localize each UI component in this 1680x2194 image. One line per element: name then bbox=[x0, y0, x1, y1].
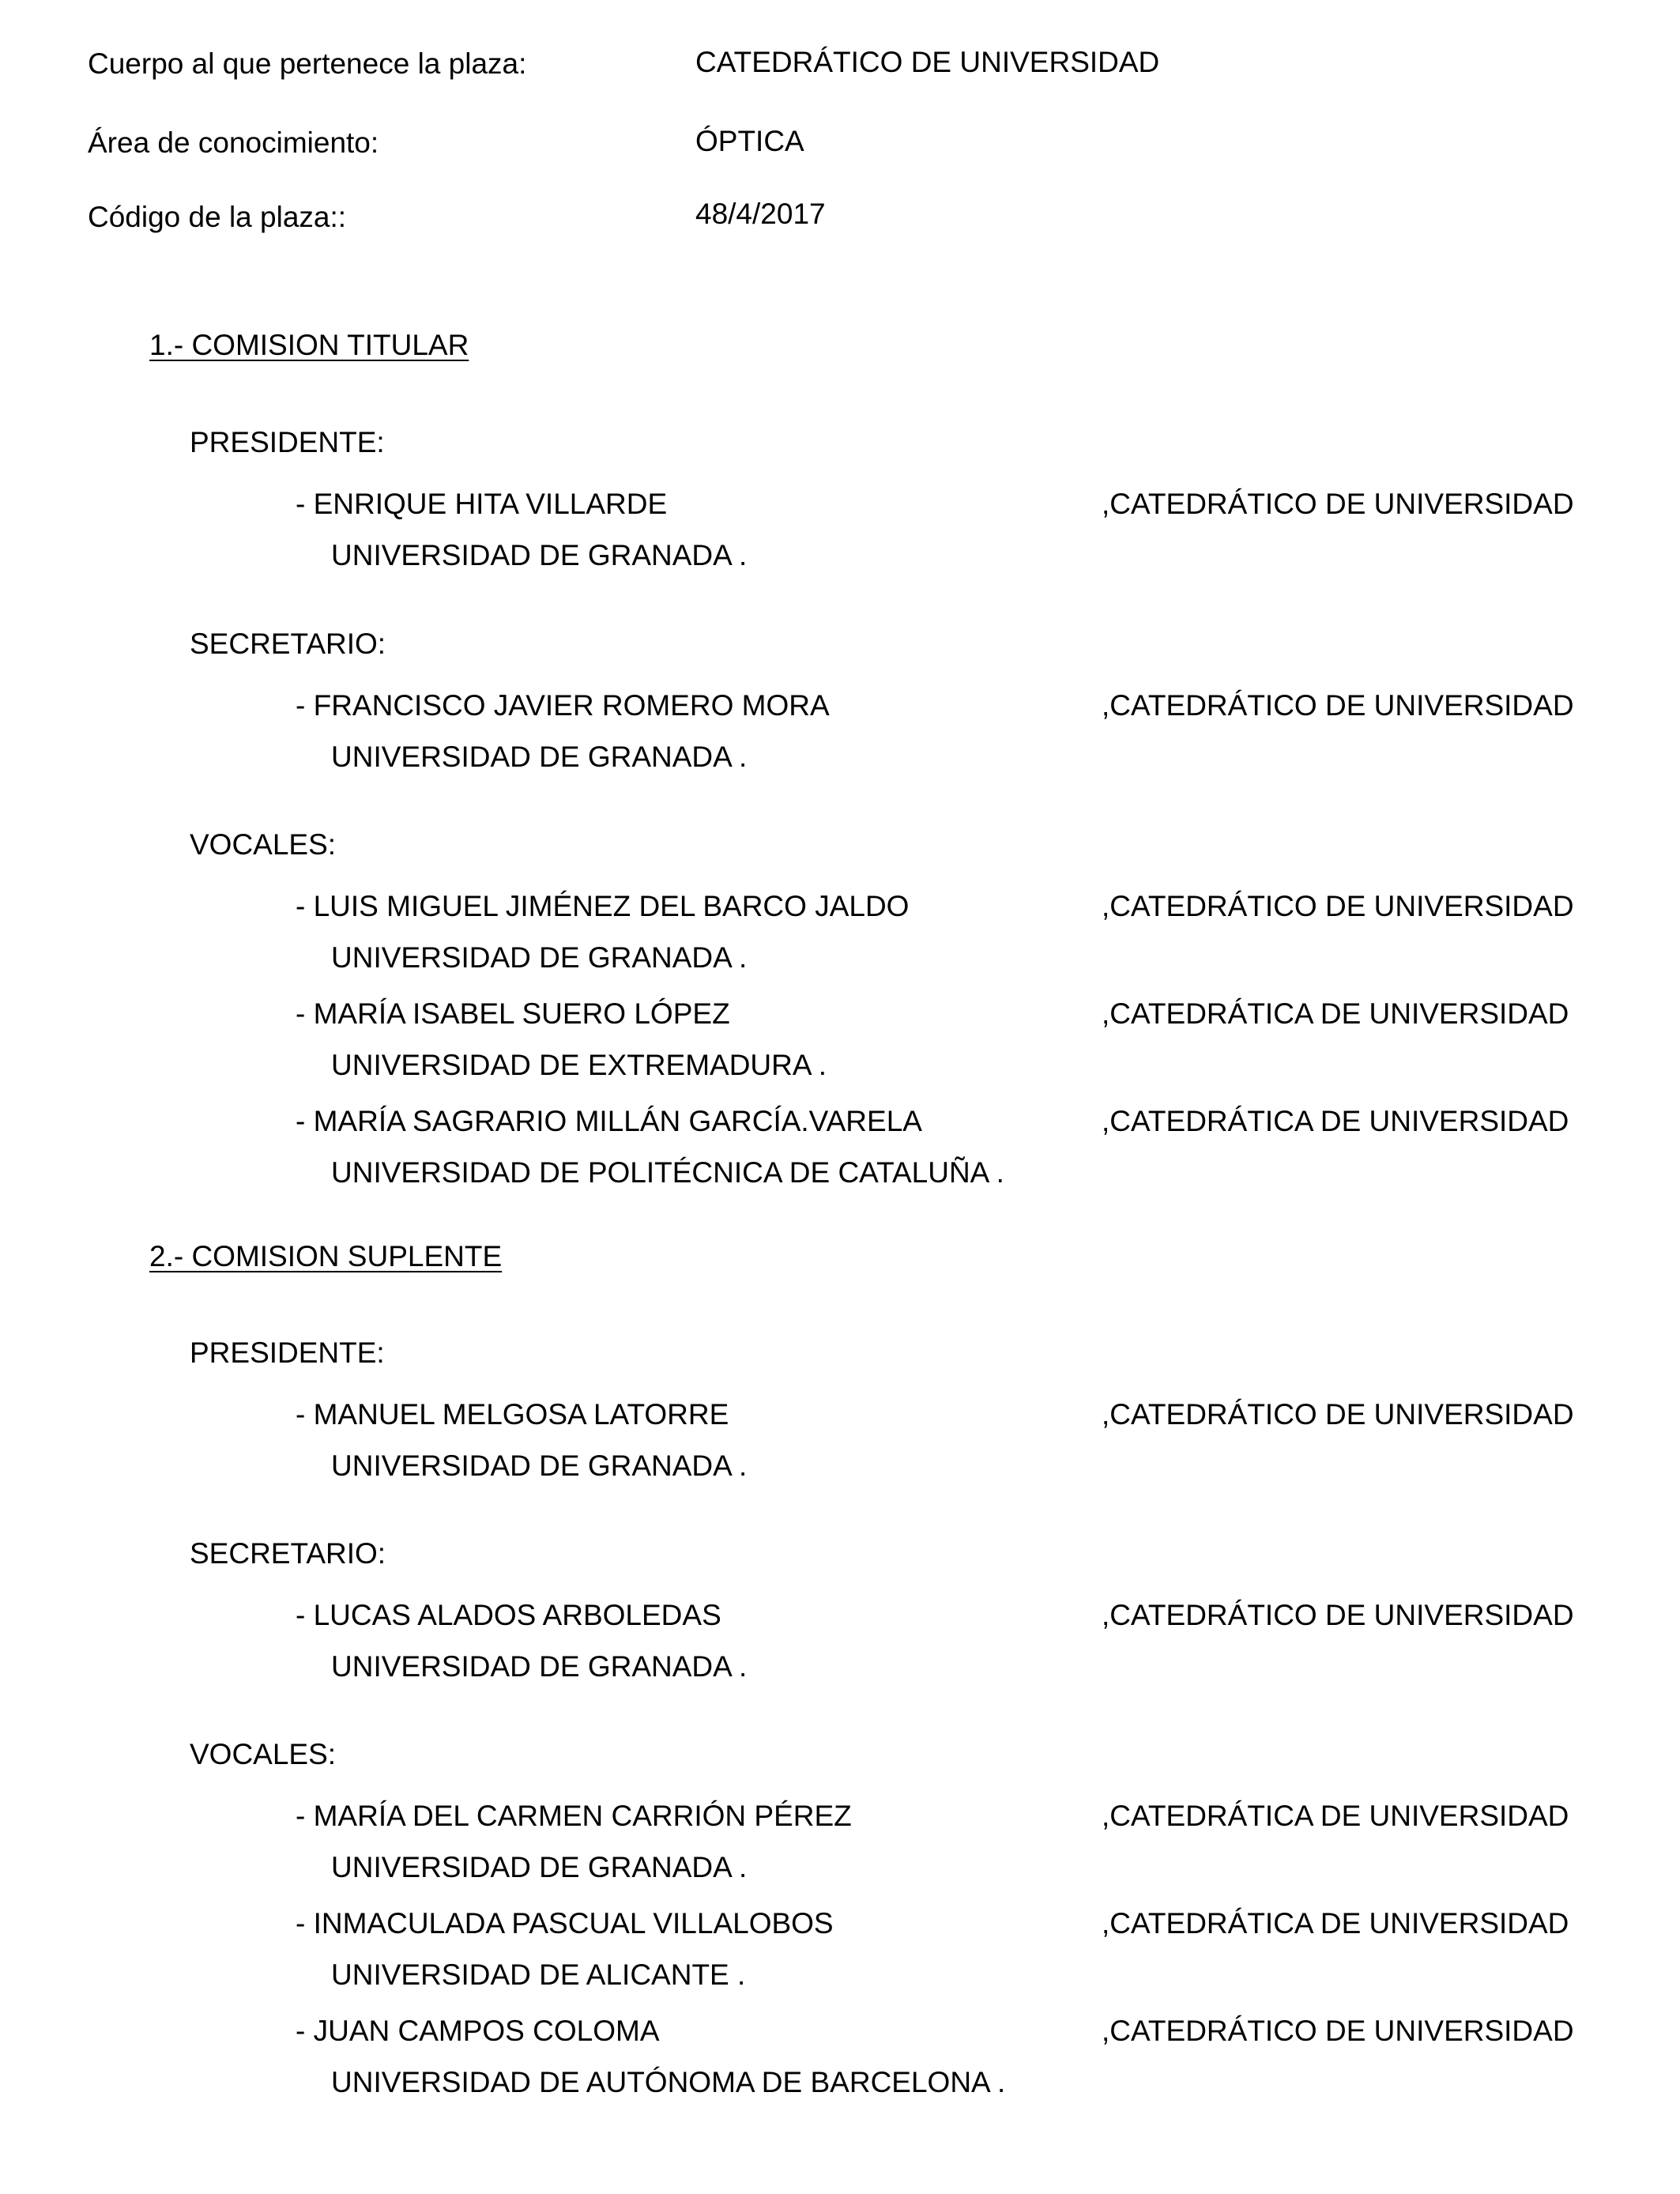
member-institution: UNIVERSIDAD DE EXTREMADURA . bbox=[331, 1049, 827, 1081]
member-name: - JUAN CAMPOS COLOMA bbox=[296, 2015, 660, 2047]
role-label-secretario: SECRETARIO: bbox=[190, 628, 386, 660]
role-label-vocales: VOCALES: bbox=[190, 1738, 337, 1770]
role-label-presidente: PRESIDENTE: bbox=[190, 1336, 385, 1369]
section-heading-titular: 1.- COMISION TITULAR bbox=[149, 329, 469, 361]
role-label-secretario: SECRETARIO: bbox=[190, 1537, 386, 1570]
member-institution: UNIVERSIDAD DE GRANADA . bbox=[331, 1449, 748, 1482]
member-name: - MARÍA DEL CARMEN CARRIÓN PÉREZ bbox=[296, 1800, 852, 1832]
member-name: - INMACULADA PASCUAL VILLALOBOS bbox=[296, 1907, 834, 1940]
member-title: ,CATEDRÁTICO DE UNIVERSIDAD bbox=[1102, 488, 1574, 520]
member-title: ,CATEDRÁTICO DE UNIVERSIDAD bbox=[1102, 689, 1574, 722]
member-institution: UNIVERSIDAD DE AUTÓNOMA DE BARCELONA . bbox=[331, 2066, 1006, 2098]
member-name: - FRANCISCO JAVIER ROMERO MORA bbox=[296, 689, 830, 722]
cuerpo-value: CATEDRÁTICO DE UNIVERSIDAD bbox=[695, 46, 1160, 78]
member-title: ,CATEDRÁTICO DE UNIVERSIDAD bbox=[1102, 2015, 1574, 2047]
codigo-label: Código de la plaza:: bbox=[88, 201, 347, 233]
member-title: ,CATEDRÁTICO DE UNIVERSIDAD bbox=[1102, 1599, 1574, 1631]
member-institution: UNIVERSIDAD DE GRANADA . bbox=[331, 741, 748, 773]
member-institution: UNIVERSIDAD DE POLITÉCNICA DE CATALUÑA . bbox=[331, 1156, 1004, 1189]
member-title: ,CATEDRÁTICA DE UNIVERSIDAD bbox=[1102, 997, 1569, 1030]
member-title: ,CATEDRÁTICO DE UNIVERSIDAD bbox=[1102, 1398, 1574, 1431]
member-title: ,CATEDRÁTICA DE UNIVERSIDAD bbox=[1102, 1907, 1569, 1940]
member-institution: UNIVERSIDAD DE GRANADA . bbox=[331, 1851, 748, 1883]
role-label-vocales: VOCALES: bbox=[190, 828, 337, 861]
member-title: ,CATEDRÁTICA DE UNIVERSIDAD bbox=[1102, 1800, 1569, 1832]
member-name: - ENRIQUE HITA VILLARDE bbox=[296, 488, 668, 520]
member-institution: UNIVERSIDAD DE GRANADA . bbox=[331, 941, 748, 974]
member-name: - MARÍA SAGRARIO MILLÁN GARCÍA.VARELA bbox=[296, 1105, 922, 1137]
cuerpo-label: Cuerpo al que pertenece la plaza: bbox=[88, 47, 527, 80]
area-value: ÓPTICA bbox=[695, 125, 804, 157]
member-institution: UNIVERSIDAD DE GRANADA . bbox=[331, 1650, 748, 1683]
codigo-value: 48/4/2017 bbox=[695, 198, 826, 230]
member-title: ,CATEDRÁTICO DE UNIVERSIDAD bbox=[1102, 890, 1574, 922]
area-label: Área de conocimiento: bbox=[88, 126, 379, 159]
member-institution: UNIVERSIDAD DE ALICANTE . bbox=[331, 1958, 746, 1991]
member-name: - MARÍA ISABEL SUERO LÓPEZ bbox=[296, 997, 730, 1030]
member-name: - LUIS MIGUEL JIMÉNEZ DEL BARCO JALDO bbox=[296, 890, 910, 922]
member-institution: UNIVERSIDAD DE GRANADA . bbox=[331, 539, 748, 571]
role-label-presidente: PRESIDENTE: bbox=[190, 426, 385, 458]
member-name: - MANUEL MELGOSA LATORRE bbox=[296, 1398, 729, 1431]
section-heading-suplente: 2.- COMISION SUPLENTE bbox=[149, 1240, 503, 1272]
member-name: - LUCAS ALADOS ARBOLEDAS bbox=[296, 1599, 721, 1631]
member-title: ,CATEDRÁTICA DE UNIVERSIDAD bbox=[1102, 1105, 1569, 1137]
